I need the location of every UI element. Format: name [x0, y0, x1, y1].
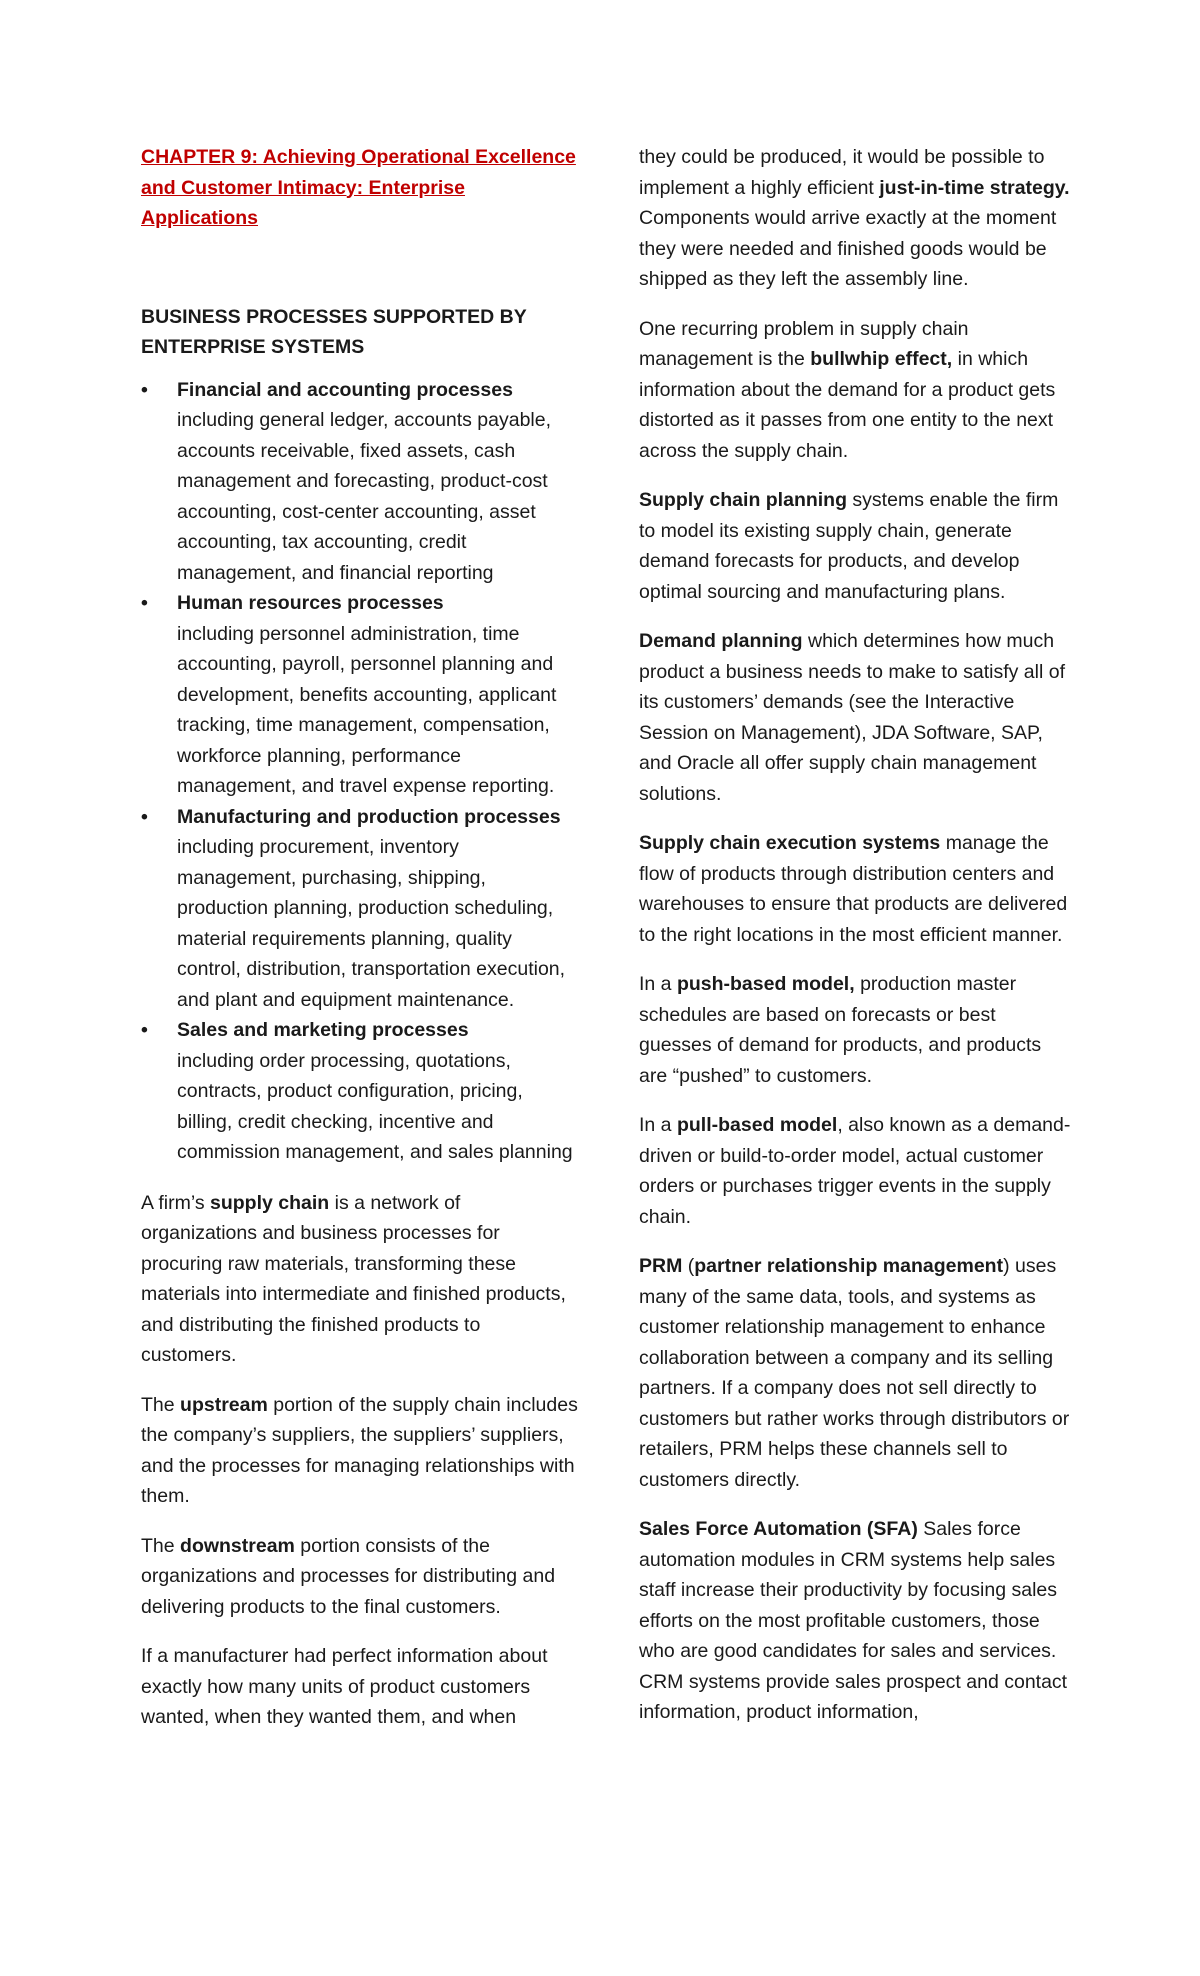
process-description: including personnel administration, time accounting, payroll, personnel planning and development, benefits accounting, applicant tracking, time management, compensation, workforce planning, performance management, and travel expense reporting. [177, 622, 557, 797]
process-list [141, 375, 581, 1168]
push-model-paragraph [639, 969, 1071, 1091]
supply-chain-paragraph [141, 1188, 581, 1371]
term-supply-chain: supply chain [209, 1191, 330, 1214]
paragraph-text: One recurring problem in supply chain management is the [639, 317, 969, 370]
paragraph-text: production master schedules are based on forecasts or best guesses of demand for products, and products are “pushed” to customers. [639, 973, 1042, 1087]
paragraph-text: which determines how much product a business needs to make to satisfy all of its customers’ demands (see the Interactive Session on Management), JDA Software, SAP, and Oracle all offer supply chain management solutions. [639, 630, 1065, 805]
paragraph-text: A firm’s [141, 1191, 210, 1214]
term-supply-chain-execution: Supply chain execution systems [639, 832, 941, 854]
chapter-title: CHAPTER 9: Achieving Operational Excellence and Customer Intimacy: Enterprise Applications [141, 146, 576, 229]
bullet-icon: • [141, 1019, 148, 1041]
paragraph-text: is a network of organizations and business processes for procuring raw materials, transforming these materials into intermediate and finished products, and distributing the finished products to customers. [141, 1191, 566, 1366]
paragraph-text: Components would arrive exactly at the moment they were needed and finished goods would be shipped as they left the assembly line. [639, 207, 1057, 290]
process-title: Human resources processes [177, 592, 444, 614]
paragraph-text: systems enable the firm to model its existing supply chain, generate demand forecasts for products, and develop optimal sourcing and manufacturing plans. [639, 489, 1059, 603]
paragraph-text: In a [639, 973, 677, 995]
right-column [639, 142, 1071, 1747]
supply-chain-execution-paragraph [639, 828, 1071, 950]
paragraph-text: they could be produced, it would be possible to implement a highly efficient [639, 146, 1045, 199]
downstream-paragraph [141, 1531, 581, 1623]
list-item [141, 802, 581, 1016]
list-item [141, 588, 581, 802]
demand-planning-paragraph [639, 626, 1071, 809]
paragraph-text: Sales force automation modules in CRM systems help sales staff increase their productivity by focusing sales efforts on the most profitable customers, those who are good candidates for sales and services. CRM systems provide sales prospect and contact information, product information, [639, 1518, 1068, 1723]
prm-paragraph [639, 1251, 1071, 1495]
term-demand-planning: Demand planning [639, 630, 803, 652]
section-heading: BUSINESS PROCESSES SUPPORTED BY ENTERPRISE SYSTEMS [141, 305, 527, 358]
paragraph-text: ) uses many of the same data, tools, and systems as customer relationship management to enhance collaboration between a company and its selling partners. If a company does not sell directly to customers but rather works through distributors or retailers, PRM helps these channels sell to customers directly. [639, 1255, 1070, 1491]
paragraph-text: in which information about the demand for a product gets distorted as it passes from one entity to the next across the supply chain. [639, 348, 1056, 462]
jit-paragraph-start: If a manufacturer had perfect information about exactly how many units of product customers wanted, when they wanted them, and when [141, 1645, 548, 1728]
term-supply-chain-planning: Supply chain planning [639, 489, 848, 511]
paragraph-text: The [141, 1393, 181, 1416]
sfa-paragraph [639, 1514, 1071, 1728]
term-upstream: upstream [180, 1393, 268, 1416]
supply-chain-planning-paragraph [639, 485, 1071, 607]
paragraph-text: manage the flow of products through distribution centers and warehouses to ensure that products are delivered to the right locations in the most efficient manner. [639, 832, 1068, 946]
paragraph-text: portion consists of the organizations and processes for distributing and delivering products to the final customers. [141, 1534, 556, 1618]
bullwhip-paragraph [639, 314, 1071, 467]
process-description: including procurement, inventory management, purchasing, shipping, production planning, production scheduling, material requirements planning, quality control, distribution, transportation execution, and plant and equipment maintenance. [177, 836, 566, 1011]
term-pull-based-model: pull-based model [676, 1114, 838, 1136]
term-downstream: downstream [180, 1534, 295, 1557]
paragraph-text: portion of the supply chain includes the company’s suppliers, the suppliers’ suppliers, and the processes for managing relationships with them. [141, 1393, 578, 1507]
process-title: Sales and marketing processes [177, 1019, 469, 1041]
term-bullwhip-effect: bullwhip effect, [810, 348, 953, 370]
term-partner-relationship-management: partner relationship management [694, 1255, 1004, 1277]
jit-paragraph-continued [639, 142, 1071, 295]
paragraph-text: The [141, 1534, 181, 1557]
upstream-paragraph [141, 1390, 581, 1512]
list-item [141, 1015, 581, 1168]
left-column [141, 142, 581, 1752]
process-description: including order processing, quotations, contracts, product configuration, pricing, billing, credit checking, incentive and commission management, and sales planning [177, 1049, 573, 1163]
pull-model-paragraph [639, 1110, 1071, 1232]
process-title: Financial and accounting processes [177, 378, 513, 401]
term-push-based-model: push-based model, [676, 973, 855, 995]
process-title: Manufacturing and production processes [177, 805, 561, 828]
list-item [141, 375, 581, 589]
bullet-icon: • [141, 378, 148, 401]
term-prm: PRM [639, 1255, 683, 1277]
term-just-in-time: just-in-time strategy. [879, 176, 1070, 199]
process-description: including general ledger, accounts payable, accounts receivable, fixed assets, cash management and forecasting, product-cost accounting, cost-center accounting, asset accounting, tax accounting, credit management, and financial reporting [177, 409, 552, 584]
paragraph-text: ( [682, 1255, 695, 1277]
term-sales-force-automation: Sales Force Automation (SFA) [639, 1518, 918, 1540]
paragraph-text: In a [639, 1114, 677, 1136]
bullet-icon: • [141, 592, 148, 614]
bullet-icon: • [141, 805, 148, 828]
paragraph-text: , also known as a demand-driven or build-to-order model, actual customer orders or purchases trigger events in the supply chain. [639, 1114, 1071, 1228]
